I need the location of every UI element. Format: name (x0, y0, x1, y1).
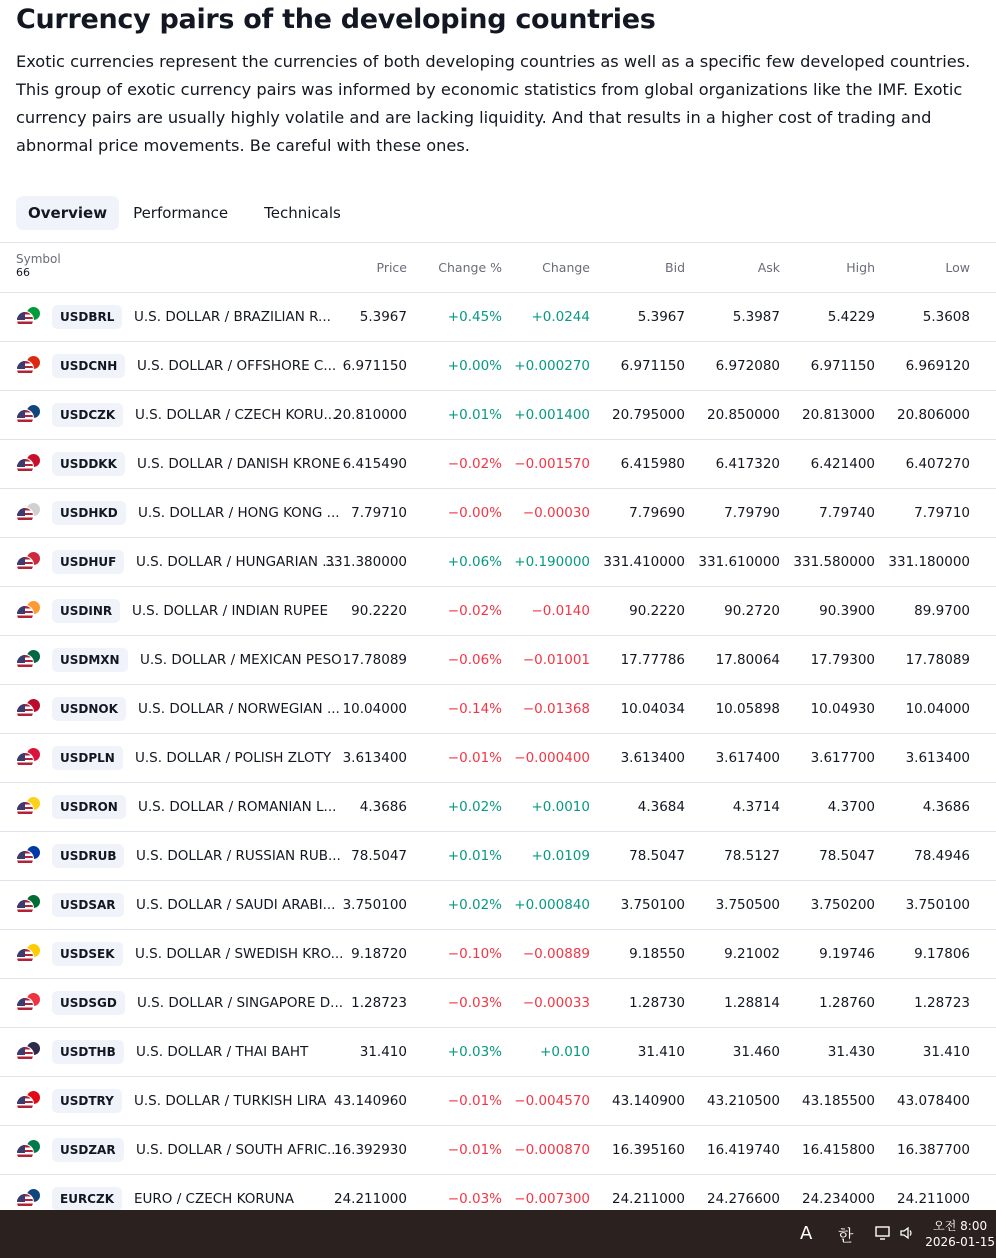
cell-high: 3.750200 (810, 897, 875, 913)
currency-flags-icon (16, 600, 40, 624)
symbol-ticker[interactable]: USDINR (52, 599, 120, 623)
cell-bid: 90.2220 (629, 603, 685, 619)
cell-low: 331.180000 (888, 554, 970, 570)
cell-bid: 43.140900 (611, 1093, 685, 1109)
cell-change: +0.0010 (531, 799, 590, 815)
currency-flags-icon (16, 845, 40, 869)
currency-flags-icon (16, 1139, 40, 1163)
cell-price: 9.18720 (351, 946, 407, 962)
cell-change-pct: +0.00% (447, 358, 502, 374)
cell-change-pct: +0.02% (447, 897, 502, 913)
table-row[interactable] (0, 1028, 996, 1077)
cell-bid: 3.750100 (620, 897, 685, 913)
cell-change-pct: −0.14% (447, 701, 502, 717)
cell-high: 17.79300 (810, 652, 875, 668)
table-row[interactable] (0, 783, 996, 832)
cell-high: 31.430 (827, 1044, 875, 1060)
cell-bid: 331.410000 (603, 554, 685, 570)
table-header (0, 242, 996, 293)
cell-change: −0.01368 (522, 701, 590, 717)
cell-high: 7.79740 (819, 505, 875, 521)
cell-price: 78.5047 (351, 848, 407, 864)
cell-ask: 17.80064 (715, 652, 780, 668)
cell-high: 20.813000 (801, 407, 875, 423)
cell-low: 1.28723 (914, 995, 970, 1011)
clock-date: 2026-01-15 (925, 1235, 995, 1249)
currency-flags-icon (16, 404, 40, 428)
cell-change: −0.01001 (522, 652, 590, 668)
symbol-ticker[interactable]: USDCZK (52, 403, 123, 427)
table-row[interactable] (0, 440, 996, 489)
symbol-description[interactable]: U.S. DOLLAR / SOUTH AFRIC... (136, 1142, 340, 1158)
symbol-ticker[interactable]: USDSGD (52, 991, 125, 1015)
table-row[interactable] (0, 1126, 996, 1175)
cell-change-pct: +0.06% (447, 554, 502, 570)
cell-low: 24.211000 (896, 1191, 970, 1207)
cell-price: 20.810000 (333, 407, 407, 423)
cell-high: 3.617700 (810, 750, 875, 766)
table-row[interactable] (0, 685, 996, 734)
table-row[interactable] (0, 734, 996, 783)
network-icon[interactable] (874, 1224, 892, 1247)
cell-bid: 24.211000 (611, 1191, 685, 1207)
symbol-description[interactable]: U.S. DOLLAR / SWEDISH KRO... (135, 946, 344, 962)
cell-ask: 5.3987 (732, 309, 780, 325)
cell-change-pct: −0.02% (447, 456, 502, 472)
symbol-header[interactable] (16, 252, 61, 280)
cell-ask: 31.460 (732, 1044, 780, 1060)
symbol-ticker[interactable]: USDSAR (52, 893, 124, 917)
table-row[interactable] (0, 391, 996, 440)
column-header-ask[interactable]: Ask (757, 260, 780, 275)
cell-low: 78.4946 (914, 848, 970, 864)
cell-change: −0.00033 (522, 995, 590, 1011)
currency-flags-icon (16, 698, 40, 722)
symbol-ticker[interactable]: USDHKD (52, 501, 126, 525)
symbol-ticker[interactable]: USDHUF (52, 550, 124, 574)
cell-change: +0.0244 (531, 309, 590, 325)
table-row[interactable] (0, 538, 996, 587)
currency-flags-icon (16, 1041, 40, 1065)
cell-bid: 17.77786 (620, 652, 685, 668)
symbol-ticker[interactable]: USDNOK (52, 697, 126, 721)
cell-change: −0.00889 (522, 946, 590, 962)
symbol-description[interactable]: U.S. DOLLAR / NORWEGIAN ... (138, 701, 340, 717)
symbol-ticker[interactable]: USDRON (52, 795, 126, 819)
cell-change: +0.000270 (514, 358, 590, 374)
symbol-ticker[interactable]: USDRUB (52, 844, 124, 868)
cell-change: −0.0140 (531, 603, 590, 619)
cell-bid: 10.04034 (620, 701, 685, 717)
column-header-bid[interactable]: Bid (665, 260, 685, 275)
cell-change: −0.001570 (514, 456, 590, 472)
currency-flags-icon (16, 894, 40, 918)
cell-bid: 6.415980 (620, 456, 685, 472)
currency-table (0, 242, 996, 1224)
symbol-description[interactable]: U.S. DOLLAR / OFFSHORE C... (137, 358, 337, 374)
page-title: Currency pairs of the developing countries (16, 4, 656, 35)
cell-change: +0.190000 (514, 554, 590, 570)
cell-change-pct: −0.06% (447, 652, 502, 668)
cell-change-pct: −0.10% (447, 946, 502, 962)
column-header-high[interactable]: High (846, 260, 875, 275)
cell-bid: 1.28730 (629, 995, 685, 1011)
symbol-ticker[interactable]: USDMXN (52, 648, 128, 672)
cell-price: 7.79710 (351, 505, 407, 521)
table-row[interactable] (0, 930, 996, 979)
cell-price: 1.28723 (351, 995, 407, 1011)
cell-low: 31.410 (922, 1044, 970, 1060)
cell-ask: 6.972080 (715, 358, 780, 374)
cell-low: 43.078400 (896, 1093, 970, 1109)
symbol-ticker[interactable]: USDBRL (52, 305, 122, 329)
cell-low: 16.387700 (896, 1142, 970, 1158)
cell-ask: 3.617400 (715, 750, 780, 766)
cell-ask: 3.750500 (715, 897, 780, 913)
cell-ask: 43.210500 (706, 1093, 780, 1109)
currency-flags-icon (16, 453, 40, 477)
table-row[interactable] (0, 636, 996, 685)
cell-high: 78.5047 (819, 848, 875, 864)
table-row[interactable] (0, 489, 996, 538)
symbol-ticker[interactable]: USDZAR (52, 1138, 124, 1162)
cell-change: −0.000870 (514, 1142, 590, 1158)
cell-bid: 6.971150 (620, 358, 685, 374)
cell-low: 20.806000 (896, 407, 970, 423)
cell-price: 6.971150 (342, 358, 407, 374)
currency-flags-icon (16, 943, 40, 967)
cell-bid: 3.613400 (620, 750, 685, 766)
cell-price: 17.78089 (342, 652, 407, 668)
cell-change-pct: −0.01% (447, 1142, 502, 1158)
taskbar (0, 1210, 996, 1258)
symbol-description[interactable]: EURO / CZECH KORUNA (134, 1191, 294, 1207)
cell-ask: 16.419740 (706, 1142, 780, 1158)
cell-high: 4.3700 (827, 799, 875, 815)
cell-price: 10.04000 (342, 701, 407, 717)
page-description: Exotic currencies represent the currencies of both developing countries as well as a specific few developed countries. This group of exotic currency pairs was informed by economic statistics from global organizations like the IMF. Exotic currency pairs are usually highly volatile and are lacking liquidity. And that results in a higher cost of trading and abnormal price movements. Be careful with these ones. (16, 52, 971, 155)
cell-price: 90.2220 (351, 603, 407, 619)
cell-low: 7.79710 (914, 505, 970, 521)
cell-change: +0.001400 (514, 407, 590, 423)
symbol-count: 66 (16, 266, 30, 279)
symbol-description[interactable]: U.S. DOLLAR / BRAZILIAN R... (134, 309, 331, 325)
tab-overview[interactable]: Overview (16, 196, 119, 230)
cell-price: 331.380000 (325, 554, 407, 570)
cell-change-pct: +0.01% (447, 848, 502, 864)
cell-low: 3.750100 (905, 897, 970, 913)
cell-change: +0.000840 (514, 897, 590, 913)
cell-low: 9.17806 (914, 946, 970, 962)
cell-change-pct: +0.03% (447, 1044, 502, 1060)
column-header-low[interactable]: Low (945, 260, 970, 275)
volume-icon[interactable] (898, 1224, 916, 1247)
cell-price: 16.392930 (333, 1142, 407, 1158)
cell-bid: 4.3684 (637, 799, 685, 815)
cell-change-pct: −0.01% (447, 1093, 502, 1109)
cell-ask: 9.21002 (724, 946, 780, 962)
symbol-description[interactable]: U.S. DOLLAR / INDIAN RUPEE (132, 603, 328, 619)
cell-high: 6.971150 (810, 358, 875, 374)
cell-change: +0.0109 (531, 848, 590, 864)
cell-bid: 16.395160 (611, 1142, 685, 1158)
cell-ask: 7.79790 (724, 505, 780, 521)
symbol-ticker[interactable]: USDCNH (52, 354, 125, 378)
cell-high: 90.3900 (819, 603, 875, 619)
tab-technicals[interactable]: Technicals (264, 204, 341, 222)
currency-flags-icon (16, 502, 40, 526)
currency-flags-icon (16, 306, 40, 330)
cell-ask: 78.5127 (724, 848, 780, 864)
cell-high: 24.234000 (801, 1191, 875, 1207)
currency-flags-icon (16, 1090, 40, 1114)
cell-high: 9.19746 (819, 946, 875, 962)
cell-high: 6.421400 (810, 456, 875, 472)
table-row[interactable] (0, 587, 996, 636)
table-row[interactable] (0, 979, 996, 1028)
table-row[interactable] (0, 1077, 996, 1126)
symbol-description[interactable]: U.S. DOLLAR / THAI BAHT (136, 1044, 309, 1060)
symbol-description[interactable]: U.S. DOLLAR / SINGAPORE D... (137, 995, 344, 1011)
cell-price: 31.410 (359, 1044, 407, 1060)
cell-change: −0.000400 (514, 750, 590, 766)
cell-price: 3.613400 (342, 750, 407, 766)
cell-ask: 90.2720 (724, 603, 780, 619)
cell-high: 5.4229 (827, 309, 875, 325)
cell-change-pct: −0.01% (447, 750, 502, 766)
cell-price: 5.3967 (359, 309, 407, 325)
symbol-ticker[interactable]: USDTHB (52, 1040, 124, 1064)
currency-flags-icon (16, 992, 40, 1016)
cell-bid: 31.410 (637, 1044, 685, 1060)
cell-ask: 4.3714 (732, 799, 780, 815)
system-clock[interactable] (925, 1218, 995, 1250)
ime-mode-indicator[interactable]: A (800, 1223, 813, 1244)
cell-low: 5.3608 (922, 309, 970, 325)
symbol-description[interactable]: U.S. DOLLAR / MEXICAN PESO (140, 652, 342, 668)
cell-price: 24.211000 (333, 1191, 407, 1207)
cell-bid: 9.18550 (629, 946, 685, 962)
cell-change-pct: −0.03% (447, 995, 502, 1011)
cell-bid: 5.3967 (637, 309, 685, 325)
cell-ask: 1.28814 (724, 995, 780, 1011)
cell-bid: 20.795000 (611, 407, 685, 423)
table-row[interactable] (0, 293, 996, 342)
cell-change: −0.004570 (514, 1093, 590, 1109)
cell-change-pct: +0.01% (447, 407, 502, 423)
table-row[interactable] (0, 881, 996, 930)
currency-flags-icon (16, 551, 40, 575)
symbol-description[interactable]: U.S. DOLLAR / POLISH ZLOTY (135, 750, 332, 766)
cell-low: 4.3686 (922, 799, 970, 815)
currency-flags-icon (16, 747, 40, 771)
cell-low: 3.613400 (905, 750, 970, 766)
symbol-ticker[interactable]: EURCZK (52, 1187, 122, 1211)
currency-flags-icon (16, 1188, 40, 1212)
symbol-ticker[interactable]: USDPLN (52, 746, 123, 770)
cell-price: 4.3686 (359, 799, 407, 815)
cell-change-pct: +0.02% (447, 799, 502, 815)
tab-performance[interactable]: Performance (133, 204, 229, 222)
cell-change: +0.010 (540, 1044, 590, 1060)
cell-low: 17.78089 (905, 652, 970, 668)
cell-change: −0.007300 (514, 1191, 590, 1207)
symbol-ticker[interactable]: USDTRY (52, 1089, 122, 1113)
symbol-description[interactable]: U.S. DOLLAR / DANISH KRONE (137, 456, 341, 472)
cell-ask: 20.850000 (706, 407, 780, 423)
cell-change: −0.00030 (522, 505, 590, 521)
cell-high: 43.185500 (801, 1093, 875, 1109)
cell-low: 6.407270 (905, 456, 970, 472)
symbol-header-label: Symbol (16, 252, 61, 266)
cell-ask: 331.610000 (698, 554, 780, 570)
cell-low: 6.969120 (905, 358, 970, 374)
cell-change-pct: −0.02% (447, 603, 502, 619)
cell-high: 331.580000 (793, 554, 875, 570)
cell-price: 3.750100 (342, 897, 407, 913)
symbol-description[interactable]: U.S. DOLLAR / RUSSIAN RUB... (136, 848, 341, 864)
symbol-description[interactable]: U.S. DOLLAR / CZECH KORU... (135, 407, 337, 423)
cell-bid: 78.5047 (629, 848, 685, 864)
currency-flags-icon (16, 649, 40, 673)
table-row[interactable] (0, 832, 996, 881)
cell-price: 43.140960 (333, 1093, 407, 1109)
column-header-price[interactable]: Price (376, 260, 407, 275)
cell-price: 6.415490 (342, 456, 407, 472)
tab-bar (16, 196, 355, 230)
clock-time: 오전 8:00 (933, 1219, 988, 1233)
cell-low: 10.04000 (905, 701, 970, 717)
symbol-description[interactable]: U.S. DOLLAR / HONG KONG ... (138, 505, 340, 521)
symbol-description[interactable]: U.S. DOLLAR / HUNGARIAN ... (136, 554, 336, 570)
column-header-change-percent[interactable]: Change % (438, 260, 502, 275)
symbol-description[interactable]: U.S. DOLLAR / SAUDI ARABI... (136, 897, 336, 913)
table-row[interactable] (0, 342, 996, 391)
cell-bid: 7.79690 (629, 505, 685, 521)
cell-change-pct: +0.45% (447, 309, 502, 325)
cell-change-pct: −0.00% (447, 505, 502, 521)
column-header-change[interactable]: Change (542, 260, 590, 275)
cell-ask: 24.276600 (706, 1191, 780, 1207)
symbol-ticker[interactable]: USDSEK (52, 942, 123, 966)
cell-high: 1.28760 (819, 995, 875, 1011)
cell-high: 16.415800 (801, 1142, 875, 1158)
currency-flags-icon (16, 796, 40, 820)
language-indicator[interactable]: 한 (838, 1226, 854, 1245)
table-body (0, 293, 996, 1224)
symbol-description[interactable]: U.S. DOLLAR / ROMANIAN L... (138, 799, 337, 815)
symbol-ticker[interactable]: USDDKK (52, 452, 125, 476)
currency-flags-icon (16, 355, 40, 379)
cell-low: 89.9700 (914, 603, 970, 619)
cell-change-pct: −0.03% (447, 1191, 502, 1207)
cell-ask: 6.417320 (715, 456, 780, 472)
symbol-description[interactable]: U.S. DOLLAR / TURKISH LIRA (134, 1093, 327, 1109)
cell-high: 10.04930 (810, 701, 875, 717)
cell-ask: 10.05898 (715, 701, 780, 717)
